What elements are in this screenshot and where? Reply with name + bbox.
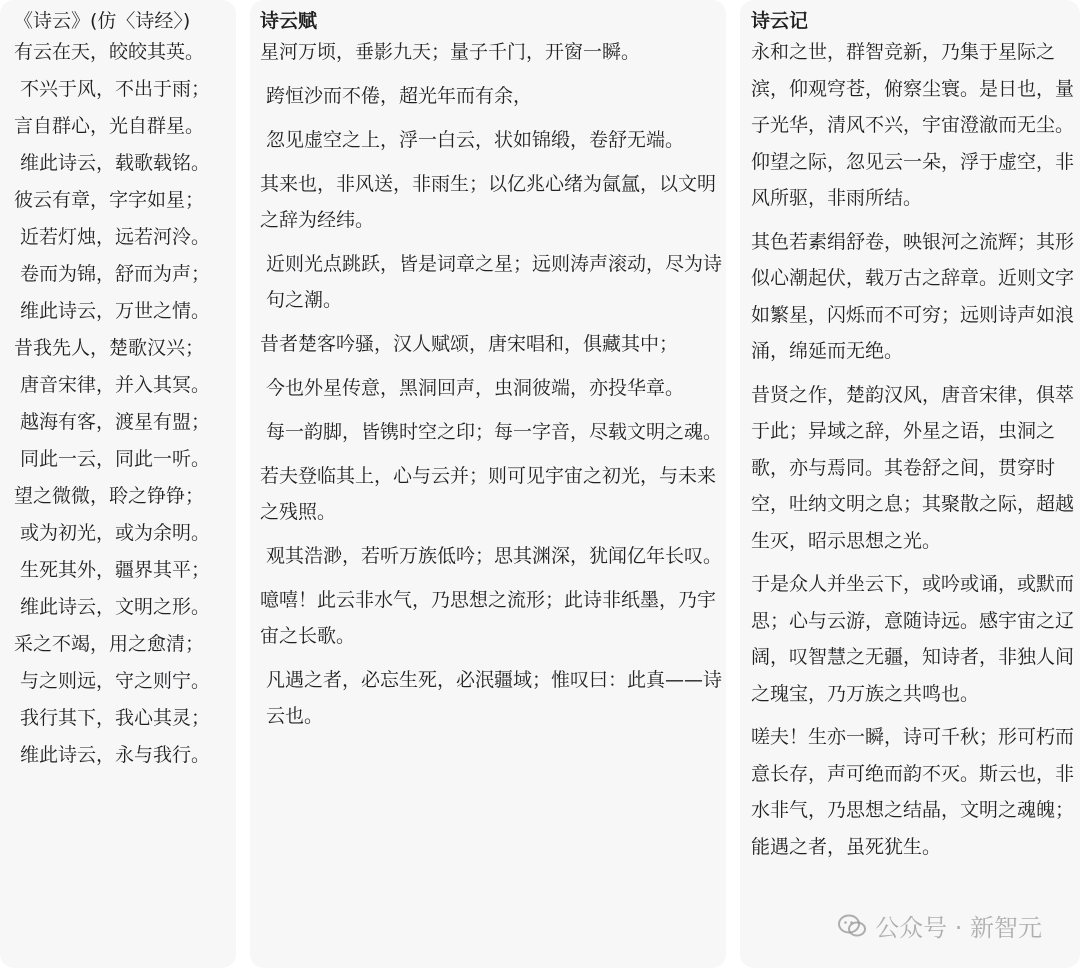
fu-paragraph: 昔者楚客吟骚，汉人赋颂，唐宋唱和，俱藏其中； bbox=[260, 333, 679, 355]
fu-paragraph: 每一韵脚，皆镌时空之印；每一字音，尽载文明之魂。 bbox=[266, 421, 723, 443]
poem-line: 唐音宋律，并入其冥。 bbox=[20, 374, 211, 396]
fu-column bbox=[250, 0, 726, 968]
ji-column bbox=[740, 0, 1080, 968]
poem-column bbox=[0, 0, 236, 968]
poem-line: 维此诗云，万世之情。 bbox=[20, 300, 211, 322]
fu-paragraph: 其来也，非风送，非雨生；以亿兆心绪为氤氲，以文明之辞为经纬。 bbox=[260, 173, 717, 231]
fu-paragraph: 星河万顷，垂影九天；量子千门，开窗一瞬。 bbox=[260, 41, 641, 63]
poem-line: 越海有客，渡星有盟； bbox=[20, 411, 211, 433]
poem-line: 采之不竭，用之愈清； bbox=[14, 633, 205, 655]
fu-title: 诗云赋 bbox=[260, 10, 318, 32]
poem-line: 同此一云，同此一听。 bbox=[20, 448, 211, 470]
ji-paragraph: 嗟夫！生亦一瞬，诗可千秋；形可朽而意长存，声可绝而韵不灭。斯云也，非水非气，乃思想之结晶，文明之魂魄；能遇之者，虽死犹生。 bbox=[751, 726, 1075, 858]
poem-line: 生死其外，疆界其平； bbox=[20, 559, 211, 581]
poem-line: 或为初光，或为余明。 bbox=[20, 522, 211, 544]
fu-paragraph: 跨恒沙而不倦，超光年而有余， bbox=[266, 85, 533, 107]
fu-paragraph: 忽见虚空之上，浮一白云，状如锦缎，卷舒无端。 bbox=[266, 129, 685, 151]
ji-paragraphs bbox=[751, 34, 1080, 865]
fu-paragraph: 今也外星传意，黑洞回声，虫洞彼端，亦投华章。 bbox=[266, 377, 685, 399]
fu-paragraph: 凡遇之者，必忘生死，必泯疆域；惟叹曰：此真——诗云也。 bbox=[266, 669, 723, 727]
watermark-text: 公众号 · 新智元 bbox=[875, 914, 1042, 942]
poem-line: 近若灯烛，远若河泠。 bbox=[20, 226, 211, 248]
poem-line: 我行其下，我心其灵； bbox=[20, 707, 211, 729]
poem-line: 维此诗云，文明之形。 bbox=[20, 596, 211, 618]
ji-title: 诗云记 bbox=[751, 10, 809, 32]
poem-line: 彼云有章，字字如星； bbox=[14, 189, 205, 211]
ji-paragraph: 永和之世，群智竞新，乃集于星际之滨，仰观穹苍，俯察尘寰。是日也，量子光华，清风不兴，宇宙澄澈而无尘。仰望之际，忽见云一朵，浮于虚空，非风所驱，非雨所结。 bbox=[751, 41, 1075, 209]
ji-paragraph: 于是众人并坐云下，或吟或诵，或默而思；心与云游，意随诗远。感宇宙之辽阔，叹智慧之无疆，知诗者，非独人间之瑰宝，乃万族之共鸣也。 bbox=[751, 573, 1075, 705]
poem-line: 卷而为锦，舒而为声； bbox=[20, 263, 211, 285]
poem-line: 维此诗云，载歌载铭。 bbox=[20, 152, 211, 174]
fu-paragraphs bbox=[260, 34, 726, 734]
fu-paragraph: 若夫登临其上，心与云并；则可见宇宙之初光，与未来之残照。 bbox=[260, 465, 717, 523]
poem-title: 《诗云》(仿〈诗经〉) bbox=[14, 10, 191, 32]
ji-paragraph: 昔贤之作，楚韵汉风，唐音宋律，俱萃于此；异域之辞，外星之语，虫洞之歌，亦与焉同。其卷舒之间，贯穿时空，吐纳文明之息；其聚散之际，超越生灭，昭示思想之光。 bbox=[751, 383, 1075, 552]
poem-line: 与之则远，守之则宁。 bbox=[20, 670, 211, 692]
fu-paragraph: 观其浩渺，若听万族低吟；思其渊深，犹闻亿年长叹。 bbox=[266, 545, 723, 567]
fu-paragraph: 噫嘻！此云非水气，乃思想之流形；此诗非纸墨，乃宇宙之长歌。 bbox=[260, 589, 717, 647]
fu-paragraph: 近则光点跳跃，皆是词章之星；远则涛声滚动，尽为诗句之潮。 bbox=[266, 253, 723, 311]
poem-line: 望之微微，聆之铮铮； bbox=[14, 485, 205, 507]
poem-line: 维此诗云，永与我行。 bbox=[20, 744, 211, 766]
poem-line: 有云在天，皎皎其英。 bbox=[14, 41, 205, 63]
poem-line: 言自群心，光自群星。 bbox=[14, 115, 205, 137]
poem-line: 昔我先人，楚歌汉兴； bbox=[14, 337, 205, 359]
poem-lines bbox=[14, 34, 236, 774]
ji-paragraph: 其色若素绢舒卷，映银河之流辉；其形似心潮起伏，载万古之辞章。近则文字如繁星，闪烁而不可穷；远则诗声如浪涌，绵延而无绝。 bbox=[751, 230, 1075, 362]
poem-line: 不兴于风，不出于雨； bbox=[20, 78, 211, 100]
